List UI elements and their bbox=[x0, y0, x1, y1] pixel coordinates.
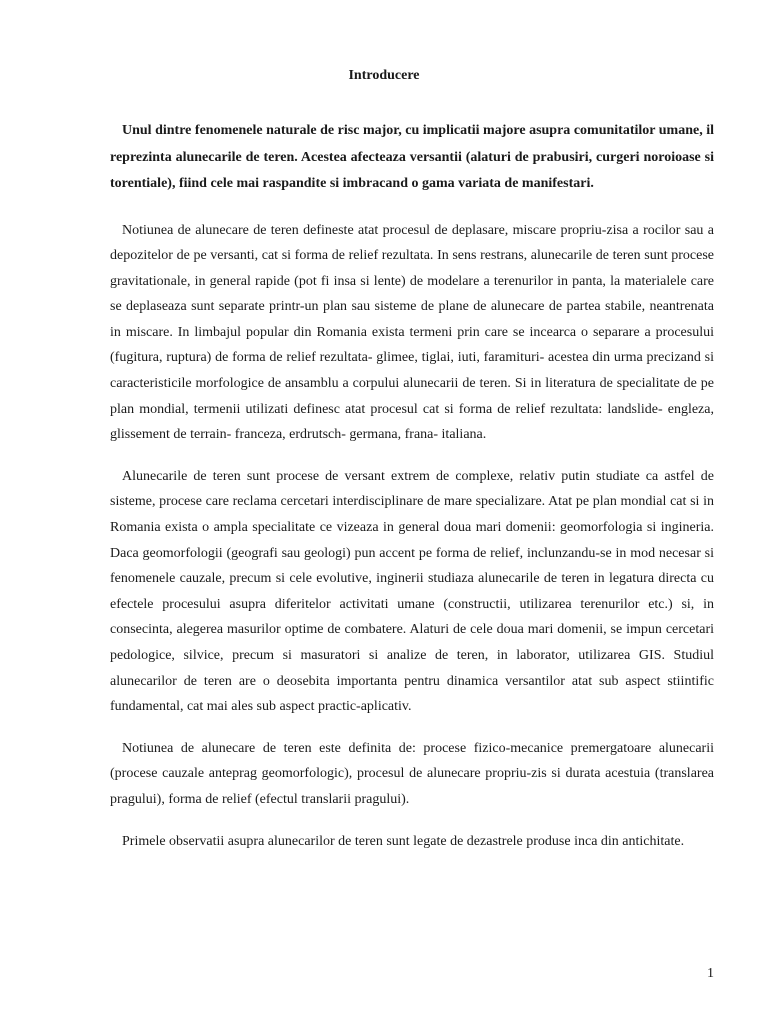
paragraph-intro: Unul dintre fenomenele naturale de risc major, cu implicatii majore asupra comunitatilor umane, il reprezinta alunecarile de teren. Acestea afecteaza versantii (alaturi de prabusiri, curgeri noroioase si torentiale), fiind cele mai raspandite si imbracand o gama variata de manifestari. bbox=[110, 123, 714, 191]
page-title: Introducere bbox=[348, 68, 420, 83]
paragraph-definition: Notiunea de alunecare de teren defineste atat procesul de deplasare, miscare propriu-zisa a rocilor sau a depozitelor de pe versanti, cat si forma de relief rezultata. In sens restrans, alunecarile de teren sunt procese gravitationale, in general rapide (pot fi insa si lente) de modelare a terenurilor in panta, la materialele care se deplaseaza sunt separate printr-un plan sau sisteme de plane de alunecare de partea stabile, neantrenata in miscare. In limbajul popular din Romania exista termeni prin care se incearca o separare a procesului (fugitura, ruptura) de forma de relief rezultata- glimee, tiglai, iuti, faramituri- acestea din urma precizand si caracteristicile morfologice de ansamblu a corpului alunecarii de teren. Si in literatura de specialitate de pe plan mondial, termenii utilizati definesc atat procesul cat si forma de relief rezultata: landslide- engleza, glissement de terrain- franceza, erdrutsch- germana, frana- italiana. bbox=[110, 222, 714, 443]
body-text bbox=[110, 118, 714, 870]
paragraph-complexity: Alunecarile de teren sunt procese de versant extrem de complexe, relativ putin studiate ca astfel de sisteme, procese care reclama cercetari interdisciplinare de mare specializare. Atat pe plan mondial cat si in Romania exista o ampla specialitate ce vizeaza in general doua mari domenii: geomorfologia si ingineria. Daca geomorfologii (geografi sau geologi) pun accent pe forma de relief, inclunzandu-se in mod necesar si fenomenele cauzale, precum si cele evolutive, inginerii studiaza alunecarile de teren in legatura directa cu efectele procesului asupra diferitelor activitati umane (constructii, utilizarea terenurilor etc.) si, in consecinta, alegerea masurilor optime de combatere. Alaturi de cele doua mari domenii, se impun cercetari pedologice, silvice, precum si masuratori si analize de teren, in laborator, utilizarea GIS. Studiul alunecarilor de teren are o deosebita importanta pentru dinamica versantilor atat sub aspect stiintific fundamental, cat mai ales sub aspect practic-aplicativ. bbox=[110, 468, 714, 715]
page-number: 1 bbox=[707, 966, 714, 981]
paragraph-history: Primele observatii asupra alunecarilor de teren sunt legate de dezastrele produse inca din antichitate. bbox=[122, 833, 685, 849]
paragraph-notion: Notiunea de alunecare de teren este definita de: procese fizico-mecanice premergatoare alunecarii (procese cauzale anteprag geomorfologic), procesul de alunecare propriu-zis si durata acestuia (translarea pragului), forma de relief (efectul translarii pragului). bbox=[110, 740, 714, 807]
